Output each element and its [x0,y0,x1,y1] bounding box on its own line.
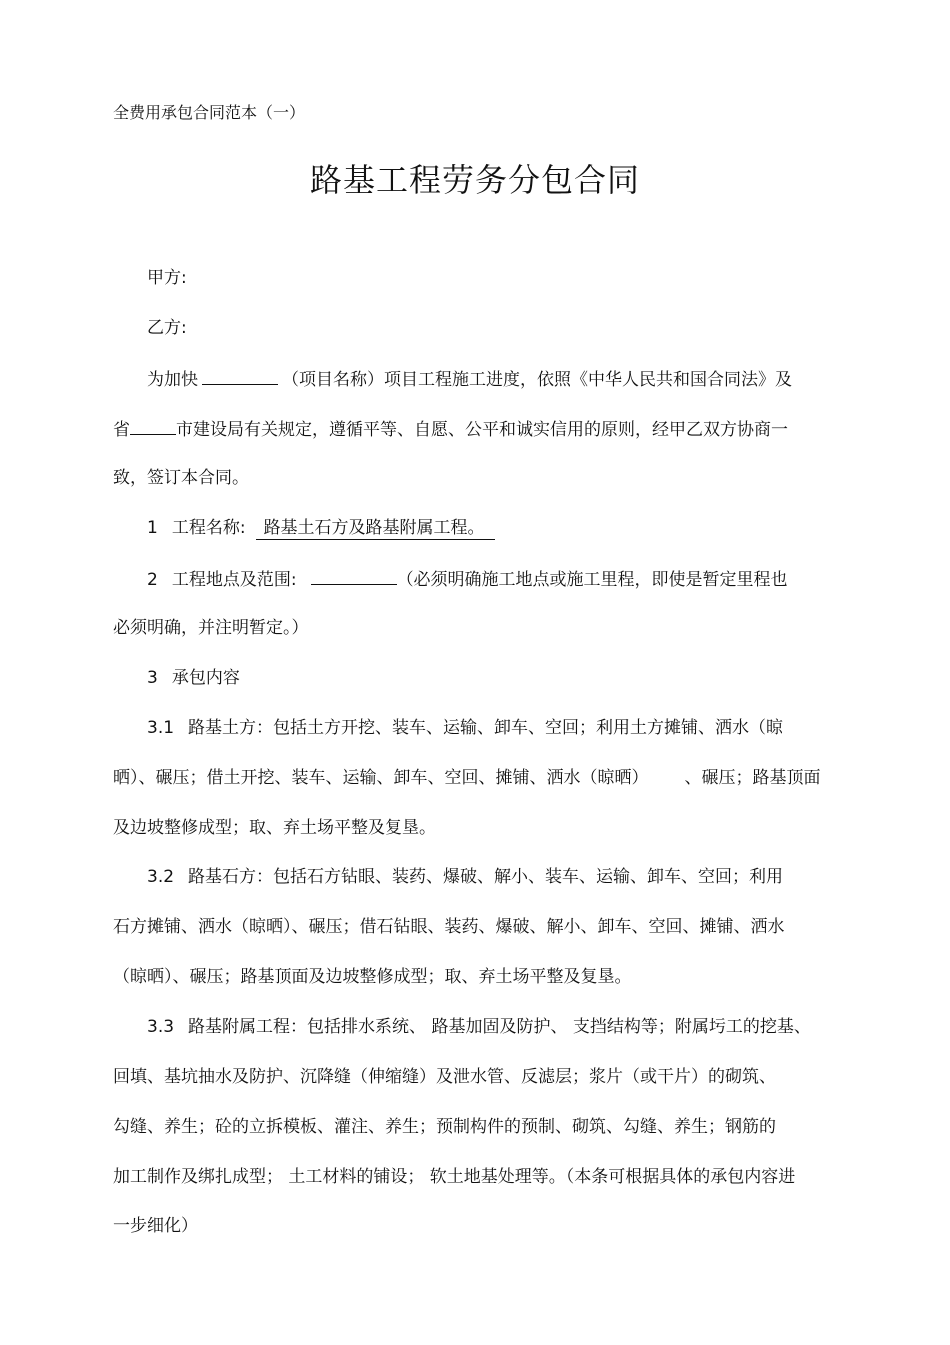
section-3-2-line-1 [147,865,783,889]
section-3-2-line-3: （晾晒）、碾压；路基顶面及边坡整修成型；取、弃土场平整及复垦。 [113,967,632,987]
item-project-name [147,516,495,540]
item-number: 3 [147,668,158,688]
project-name-value: 路基土石方及路基附属工程。 [256,518,495,540]
item-location [147,566,788,592]
section-3-3-line-2: 回填、基坑抽水及防护、沉降缝（伸缩缝）及泄水管、反滤层；浆片（或干片）的砌筑、 [113,1067,776,1087]
section-text: 路基石方：包括石方钻眼、装药、爆破、解小、装车、运输、卸车、空回；利用 [188,867,784,887]
section-number: 3.1 [147,718,175,738]
section-3-1-line-2 [113,766,821,790]
section-text: 路基附属工程：包括排水系统、 路基加固及防护、 支挡结构等；附属圬工的挖基、 [188,1017,811,1037]
section-3-2-line-2: 石方摊铺、洒水（晾晒）、碾压；借石钻眼、装药、爆破、解小、卸车、空回、摊铺、洒水 [113,917,785,937]
section-3-1-line-3: 及边坡整修成型；取、弃土场平整及复垦。 [113,818,436,838]
item-label: 工程地点及范围: [171,570,297,590]
section-number: 3.3 [147,1017,175,1037]
intro-text: （项目名称）项目工程施工进度，依照《中华人民共和国合同法》及 [282,370,792,390]
intro-text: 为加快 [147,370,198,390]
section-3-3-line-1 [147,1015,811,1039]
intro-text: 市建设局有关规定，遵循平等、自愿、公平和诚实信用的原则，经甲乙双方协商一 [176,420,788,440]
intro-line-3: 致，签订本合同。 [113,468,249,488]
section-3-3-line-3: 勾缝、养生；砼的立拆模板、灌注、养生；预制构件的预制、砌筑、勾缝、养生；钢筋的 [113,1117,776,1137]
party-b-label: 乙方: [147,318,187,338]
location-blank [311,566,397,585]
intro-line-2 [113,416,788,442]
section-text: 晒）、碾压；借土开挖、装车、运输、卸车、空回、摊铺、洒水（晾晒） [113,768,649,788]
item-number: 2 [147,570,158,590]
item-number: 1 [147,518,158,538]
intro-text: 省 [113,420,130,440]
section-text: 路基土方：包括土方开挖、装车、运输、卸车、空回；利用土方摊铺、洒水（晾 [188,718,784,738]
section-3-1-line-1 [147,716,783,740]
location-note: （必须明确施工地点或施工里程，即使是暂定里程也 [396,570,788,590]
item-label: 工程名称: [171,518,246,538]
city-blank [130,416,176,435]
section-3-3-line-4: 加工制作及绑扎成型； 土工材料的铺设； 软土地基处理等。（本条可根据具体的承包内容进 [113,1167,796,1187]
party-a-label: 甲方: [147,268,187,288]
section-3-3-line-5: 一步细化） [113,1216,198,1236]
doc-subtitle: 全费用承包合同范本（一） [113,103,306,122]
section-number: 3.2 [147,867,175,887]
item-scope [147,666,240,690]
project-name-blank [202,366,278,385]
item-label: 承包内容 [171,668,240,688]
intro-line-1 [147,366,792,392]
section-text: 、碾压；路基顶面 [684,768,821,788]
page-title: 路基工程劳务分包合同 [309,161,640,199]
location-note-line-2: 必须明确，并注明暂定。） [113,618,309,638]
